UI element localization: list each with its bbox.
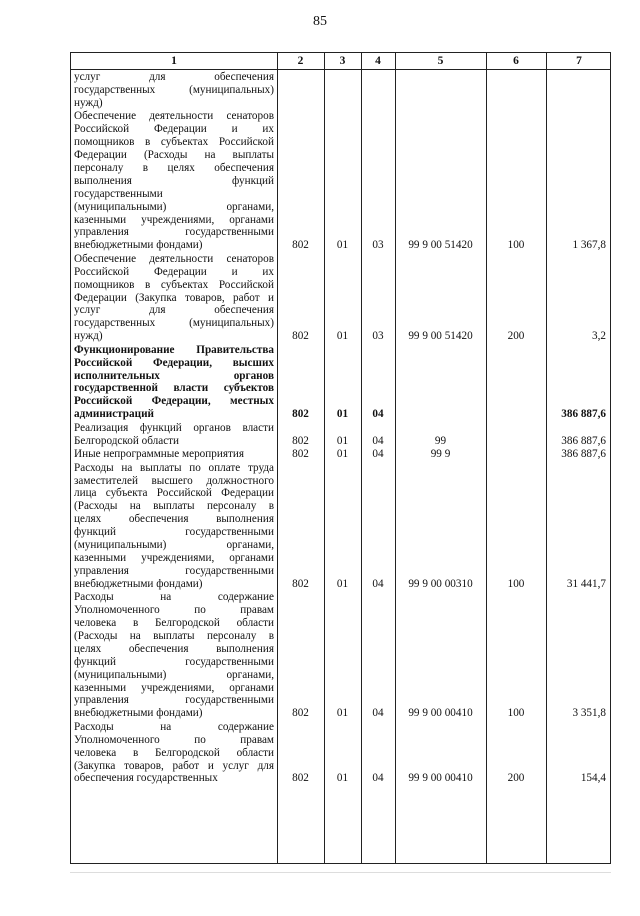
description-line: Обеспечение деятельности сенаторов	[74, 252, 274, 265]
table-row	[71, 71, 610, 110]
description-line: администраций	[74, 408, 154, 421]
table-row	[71, 721, 610, 786]
row-expense-type: 100	[507, 239, 525, 252]
table-row	[71, 462, 610, 591]
description-line: функций государственными	[74, 655, 274, 668]
page-bottom-rule	[70, 872, 611, 873]
row-description	[74, 591, 274, 720]
description-line: целях обеспечения выполнения	[74, 642, 274, 655]
header-col-3: 3	[339, 55, 346, 67]
description-line: заместителей высшего должностного	[74, 474, 274, 487]
description-line: персоналу в целях обеспечения	[74, 161, 274, 174]
description-line: Уполномоченного по правам	[74, 733, 274, 746]
row-subsection-code: 01	[336, 408, 349, 421]
description-line: (Расходы на выплаты персоналу в	[74, 500, 274, 513]
row-expense-type: 100	[507, 707, 525, 720]
row-section-code: 802	[292, 448, 309, 461]
row-subsection-code: 01	[336, 434, 349, 447]
description-line: управления государственными	[74, 694, 274, 707]
description-line: человека в Белгородской области	[74, 746, 274, 759]
description-line: (Расходы на выплаты персоналу в	[74, 629, 274, 642]
row-subsection-code: 01	[336, 448, 349, 461]
description-line: (Закупка товаров, работ и услуг для	[74, 759, 274, 772]
row-expense-type: 200	[507, 772, 525, 785]
row-description	[74, 462, 274, 591]
row-subsection-code: 01	[336, 707, 349, 720]
description-line: государственной власти субъектов	[74, 382, 274, 395]
description-line: Российской Федерации, местных	[74, 395, 274, 408]
row-target-article: 99 9 00 51420	[408, 239, 473, 252]
description-line: целях обеспечения выполнения	[74, 513, 274, 526]
description-line: управления государственными	[74, 226, 274, 239]
description-line: Функционирование Правительства	[74, 343, 274, 356]
row-target-article: 99 9 00 00410	[408, 772, 473, 785]
table-row	[71, 253, 610, 343]
header-col-6: 6	[513, 55, 519, 67]
row-subsection-2-code: 04	[372, 408, 384, 421]
description-line: Федерации (Закупка товаров, работ и	[74, 291, 274, 304]
description-line: Российской Федерации, высших	[74, 356, 274, 369]
description-line: государственными	[74, 187, 163, 200]
row-subsection-2-code: 04	[372, 448, 384, 461]
header-col-5: 5	[437, 55, 444, 67]
row-amount: 386 887,6	[561, 408, 606, 421]
header-col-4: 4	[375, 55, 381, 67]
description-line: Расходы на выплаты по оплате труда	[74, 461, 274, 474]
description-line: нужд)	[74, 330, 103, 343]
row-amount: 31 441,7	[566, 577, 606, 590]
row-subsection-2-code: 03	[372, 239, 384, 252]
description-line: исполнительных органов	[74, 369, 274, 382]
table-row	[71, 448, 610, 461]
description-line: Обеспечение деятельности сенаторов	[74, 110, 274, 123]
description-line: Федерации (Расходы на выплаты	[74, 149, 274, 162]
description-line: Расходы на содержание	[74, 720, 274, 733]
row-expense-type: 200	[507, 330, 525, 343]
table-row	[71, 110, 610, 252]
row-section-code: 802	[292, 577, 309, 590]
description-line: Реализация функций органов власти	[74, 421, 274, 434]
row-description	[74, 110, 274, 252]
description-line: управления государственными	[74, 564, 274, 577]
table-row	[71, 422, 610, 448]
page-number: 85	[313, 14, 327, 29]
row-subsection-code: 01	[336, 330, 349, 343]
row-subsection-2-code: 04	[372, 434, 384, 447]
description-line: внебюджетными фондами)	[74, 239, 203, 252]
table-row	[71, 591, 610, 720]
description-line: человека в Белгородской области	[74, 617, 274, 629]
description-line: государственных (муниципальных)	[74, 83, 274, 96]
description-line: Российской Федерации и их	[74, 265, 274, 278]
row-subsection-2-code: 04	[372, 772, 384, 785]
description-line: помощников в субъектах Российской	[74, 136, 274, 149]
row-description	[74, 448, 274, 461]
description-line: Уполномоченного по правам	[74, 604, 274, 617]
table-row	[71, 344, 610, 421]
row-amount: 386 887,6	[561, 434, 606, 447]
description-line: государственных (муниципальных)	[74, 317, 274, 330]
row-subsection-2-code: 04	[372, 707, 384, 720]
row-section-code: 802	[292, 408, 309, 421]
row-target-article: 99 9 00 51420	[408, 330, 473, 343]
description-line: помощников в субъектах Российской	[74, 278, 274, 291]
row-section-code: 802	[292, 239, 309, 252]
row-amount: 386 887,6	[561, 448, 606, 461]
row-subsection-code: 01	[336, 239, 349, 252]
description-line: услуг для обеспечения	[74, 304, 274, 317]
description-line: казенными учреждениями, органами	[74, 551, 274, 564]
description-line: обеспечения государственных	[74, 772, 218, 785]
row-section-code: 802	[292, 330, 309, 343]
description-line: нужд)	[74, 96, 103, 109]
row-description	[74, 71, 274, 110]
description-line: функций государственными	[74, 526, 274, 539]
description-line: (муниципальными) органами,	[74, 668, 274, 681]
row-target-article: 99 9 00 00410	[408, 707, 473, 720]
description-line: Белгородской области	[74, 434, 180, 447]
row-subsection-code: 01	[336, 577, 349, 590]
description-line: Российской Федерации и их	[74, 123, 274, 136]
description-line: казенными учреждениями, органами	[74, 681, 274, 694]
description-line: услуг для обеспечения	[74, 71, 274, 83]
row-expense-type: 100	[507, 577, 525, 590]
description-line: Иные непрограммные мероприятия	[74, 448, 245, 461]
header-col-2: 2	[297, 55, 304, 67]
description-line: (муниципальными) органами,	[74, 200, 274, 213]
description-line: внебюджетными фондами)	[74, 707, 203, 720]
budget-table	[70, 52, 611, 864]
header-col-7: 7	[576, 55, 582, 67]
table-header	[71, 53, 610, 70]
header-col-1: 1	[171, 55, 177, 67]
row-subsection-2-code: 04	[372, 577, 384, 590]
row-description	[74, 344, 274, 421]
row-amount: 3,2	[592, 330, 606, 343]
description-line: внебюджетными фондами)	[74, 577, 203, 590]
row-section-code: 802	[292, 707, 309, 720]
row-amount: 154,4	[580, 772, 606, 785]
row-subsection-code: 01	[336, 772, 349, 785]
row-target-article: 99	[434, 434, 447, 447]
description-line: (муниципальными) органами,	[74, 539, 274, 552]
row-amount: 3 351,8	[572, 707, 606, 720]
row-target-article: 99 9 00 00310	[408, 577, 473, 590]
row-section-code: 802	[292, 434, 309, 447]
description-line: выполнения функций	[74, 174, 274, 187]
row-subsection-2-code: 03	[372, 330, 384, 343]
row-description	[74, 253, 274, 343]
description-line: казенными учреждениями, органами	[74, 213, 274, 226]
description-line: лица субъекта Российской Федерации	[74, 487, 274, 500]
row-amount: 1 367,8	[572, 239, 606, 252]
row-description	[74, 422, 274, 448]
row-description	[74, 721, 274, 786]
description-line: Расходы на содержание	[74, 591, 274, 604]
row-section-code: 802	[292, 772, 309, 785]
row-target-article: 99 9	[430, 448, 451, 461]
